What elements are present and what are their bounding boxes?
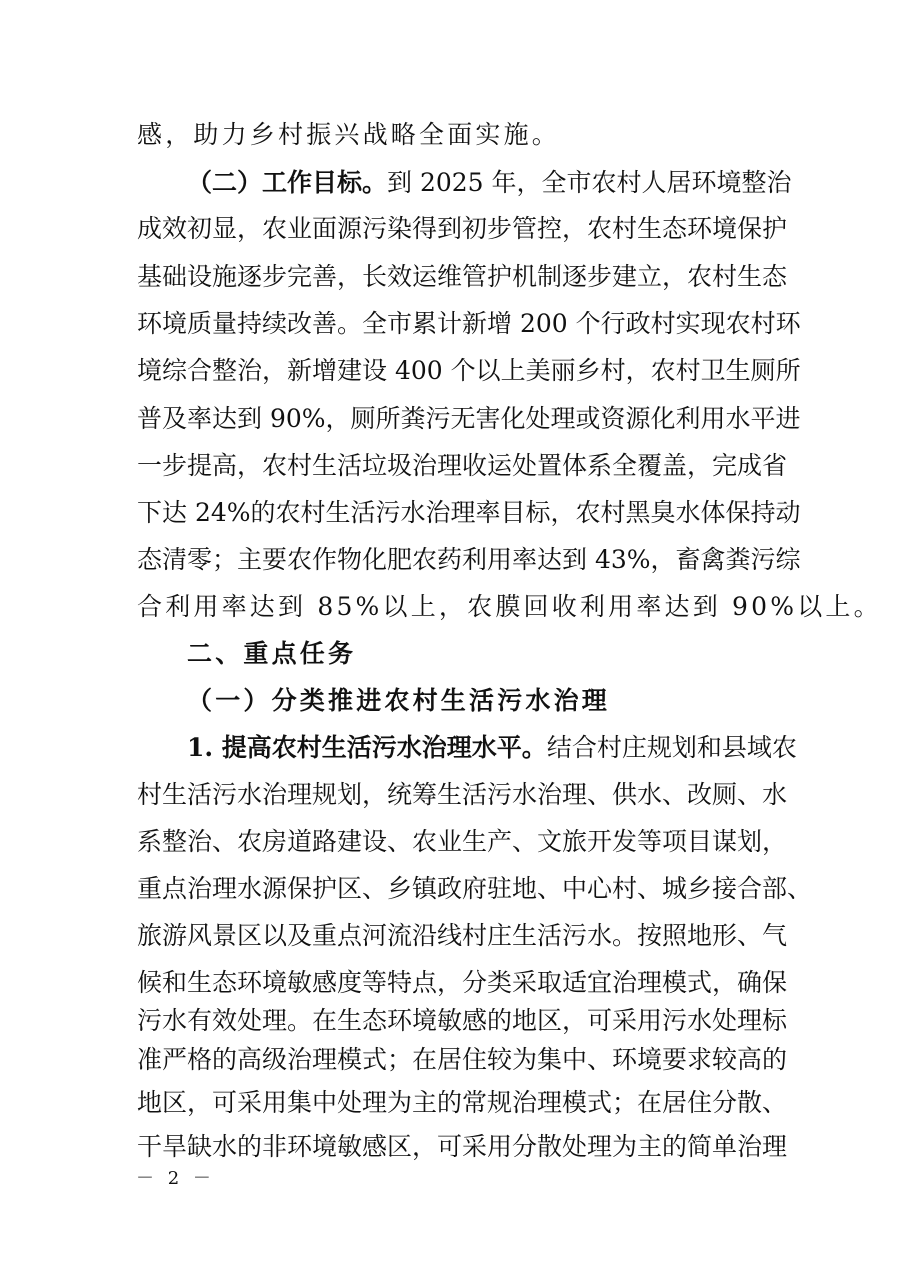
text-line — [137, 496, 801, 530]
text-segment: 合利用率达到 85%以上，农膜回收利用率达到 90%以上。 — [137, 592, 882, 621]
text-segment: 环境质量持续改善。全市累计新增 200 个行政村实现农村环 — [137, 309, 801, 338]
heading-text: （一）分类推进农村生活污水治理 — [187, 686, 611, 715]
page-number: － 2 － — [136, 1168, 215, 1189]
text-line — [137, 307, 801, 341]
text-segment: 旅游风景区以及重点河流沿线村庄生活污水。按照地形、气 — [137, 921, 788, 950]
text-line — [137, 449, 788, 483]
text-segment: 村生活污水治理规划，统筹生活污水治理、供水、改厕、水 — [137, 780, 788, 809]
text-segment: 一步提高，农村生活垃圾治理收运处置体系全覆盖，完成省 — [137, 451, 788, 480]
text-line — [137, 1004, 788, 1038]
subsection-heading-sewage-treatment — [187, 684, 610, 718]
text-segment: 干旱缺水的非环境敏感区，可采用分散处理为主的简单治理 — [137, 1132, 788, 1161]
text-segment: 系整治、农房道路建设、农业生产、文旅开发等项目谋划， — [137, 827, 788, 856]
text-line — [137, 1086, 788, 1120]
section-heading-work-goals — [187, 166, 792, 200]
text-segment: 成效初显，农业面源污染得到初步管控，农村生态环境保护 — [137, 214, 788, 243]
text-segment: 普及率达到 90%，厕所粪污无害化处理或资源化利用水平进 — [137, 404, 801, 433]
text-segment: 准严格的高级治理模式；在居住较为集中、环境要求较高的 — [137, 1045, 788, 1074]
heading-text: 二、重点任务 — [187, 639, 357, 668]
text-line — [137, 354, 801, 388]
heading-segment: 1. 提高农村生活污水治理水平。 — [187, 733, 547, 762]
text-segment: 境综合整治，新增建设 400 个以上美丽乡村，农村卫生厕所 — [137, 356, 801, 385]
text-segment: 候和生态环境敏感度等特点，分类采取适宜治理模式，确保 — [137, 968, 788, 997]
text-line — [137, 212, 788, 246]
text-segment: 地区，可采用集中处理为主的常规治理模式；在居住分散、 — [137, 1088, 788, 1117]
text-line — [137, 402, 801, 436]
text-segment: 重点治理水源保护区、乡镇政府驻地、中心村、城乡接合部、 — [137, 874, 813, 903]
text-line — [137, 872, 813, 906]
text-line — [137, 118, 560, 152]
text-line — [137, 1130, 788, 1164]
text-line — [137, 825, 788, 859]
text-line — [137, 1043, 788, 1077]
text-line — [137, 543, 801, 577]
text-segment: 感，助力乡村振兴战略全面实施。 — [137, 120, 561, 149]
text-segment: 污水有效处理。在生态环境敏感的地区，可采用污水处理标 — [137, 1006, 788, 1035]
section-heading-key-tasks — [187, 637, 356, 671]
text-segment: 下达 24%的农村生活污水治理率目标，农村黑臭水体保持动 — [137, 498, 801, 527]
text-line — [137, 778, 788, 812]
heading-segment: （二）工作目标。 — [187, 168, 388, 197]
text-segment: 结合村庄规划和县域农 — [546, 733, 797, 762]
text-line — [137, 966, 788, 1000]
text-line — [137, 590, 882, 624]
text-segment: 基础设施逐步完善，长效运维管护机制逐步建立，农村生态 — [137, 262, 788, 291]
text-segment: 态清零；主要农作物化肥农药利用率达到 43%，畜禽粪污综 — [137, 545, 801, 574]
text-segment: 到 2025 年，全市农村人居环境整治 — [387, 168, 792, 197]
text-line — [137, 260, 788, 294]
text-line — [137, 919, 788, 953]
item-heading-improve-treatment — [187, 731, 797, 765]
